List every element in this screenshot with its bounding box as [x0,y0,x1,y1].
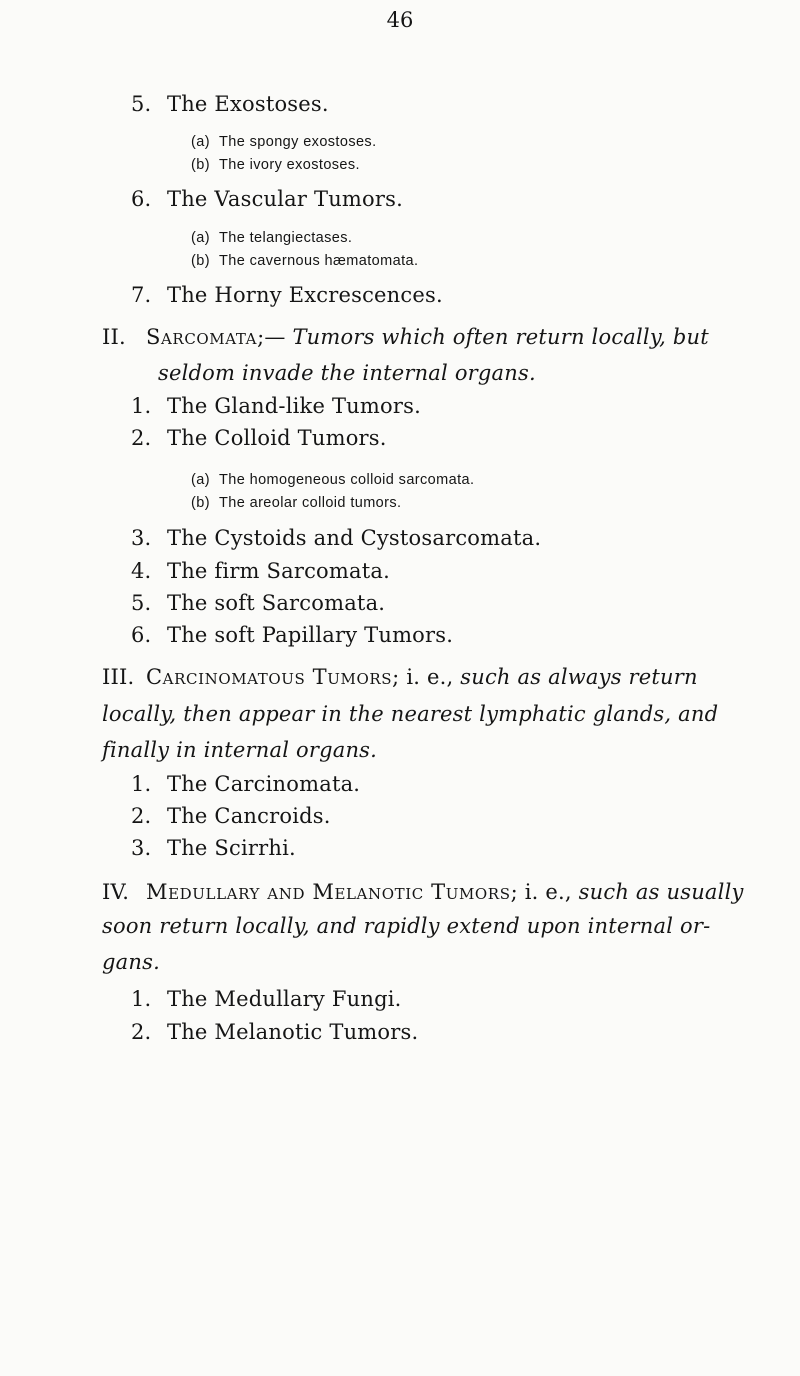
item-text: The Medullary Fungi. [167,987,402,1011]
outline-line [131,836,296,860]
section-description: such as usually [578,880,744,904]
section-separator: ; i. e., [510,880,572,904]
outline-line [131,394,421,418]
outline-line [102,950,160,974]
item-number: 3. [131,526,152,550]
outline-line [131,804,331,828]
outline-line [102,325,709,349]
item-text: The Horny Excrescences. [167,283,443,307]
outline-line [158,361,536,385]
outline-line [191,157,360,173]
subitem-letter: (a) [191,134,210,150]
subitem-text: The spongy exostoses. [219,134,377,150]
item-number: 1. [131,394,152,418]
item-number: 2. [131,426,152,450]
item-number: 7. [131,283,152,307]
item-text: The Vascular Tumors. [167,187,403,211]
section-description-continued: locally, then appear in the nearest lymphatic glands, and [102,702,719,726]
item-number: 5. [131,92,152,116]
section-numeral: III. [102,665,135,689]
outline-line [131,987,402,1011]
outline-line [131,623,453,647]
section-description: such as always return [460,665,698,689]
section-separator: ;— [257,325,286,349]
outline-line [102,702,718,726]
item-number: 6. [131,623,152,647]
subitem-text: The homogeneous colloid sarcomata. [219,472,475,488]
section-numeral: IV. [102,880,130,904]
outline-line [131,92,329,116]
outline-line [102,914,710,938]
section-numeral: II. [102,325,126,349]
section-heading: Carcinomatous Tumors [146,665,393,689]
item-text: The Colloid Tumors. [167,426,387,450]
item-text: The firm Sarcomata. [167,559,390,583]
section-separator: ; i. e., [392,665,454,689]
item-text: The Cystoids and Cystosarcomata. [167,526,542,550]
outline-line [102,880,744,904]
item-number: 1. [131,772,152,796]
subitem-text: The telangiectases. [219,230,353,246]
section-description-continued: gans. [102,950,160,974]
outline-line [131,426,387,450]
item-text: The Carcinomata. [167,772,361,796]
item-number: 4. [131,559,152,583]
outline-line [191,230,352,246]
item-text: The Scirrhi. [167,836,296,860]
subitem-letter: (a) [191,230,210,246]
section-description-continued: soon return locally, and rapidly extend upon internal or- [102,914,711,938]
item-number: 2. [131,1020,152,1044]
outline-line [191,495,401,511]
outline-line [191,134,377,150]
subitem-text: The cavernous hæmatomata. [219,253,419,269]
item-text: The Exostoses. [167,92,329,116]
outline-line [131,772,360,796]
section-heading: Medullary and Melanotic Tumors [146,880,511,904]
item-text: The soft Sarcomata. [167,591,386,615]
outline-line [131,187,403,211]
page-number: 46 [386,8,414,32]
subitem-text: The areolar colloid tumors. [219,495,402,511]
outline-line [102,665,698,689]
item-text: The Cancroids. [167,804,331,828]
subitem-letter: (b) [191,157,210,173]
item-number: 2. [131,804,152,828]
item-text: The soft Papillary Tumors. [167,623,454,647]
item-number: 6. [131,187,152,211]
outline-line [191,253,418,269]
subitem-letter: (b) [191,253,210,269]
outline-line [131,559,390,583]
outline-line [102,738,377,762]
outline-line [131,283,443,307]
section-description: Tumors which often return locally, but [292,325,709,349]
outline-line [131,526,541,550]
section-description-continued: finally in internal organs. [102,738,378,762]
item-number: 3. [131,836,152,860]
outline-line [131,591,385,615]
item-number: 5. [131,591,152,615]
outline-line [131,1020,418,1044]
subitem-letter: (b) [191,495,210,511]
outline-line [191,472,474,488]
subitem-text: The ivory exostoses. [219,157,360,173]
section-description-continued: seldom invade the internal organs. [158,361,536,385]
item-number: 1. [131,987,152,1011]
subitem-letter: (a) [191,472,210,488]
section-heading: Sarcomata [146,325,258,349]
item-text: The Gland-like Tumors. [167,394,421,418]
item-text: The Melanotic Tumors. [167,1020,419,1044]
